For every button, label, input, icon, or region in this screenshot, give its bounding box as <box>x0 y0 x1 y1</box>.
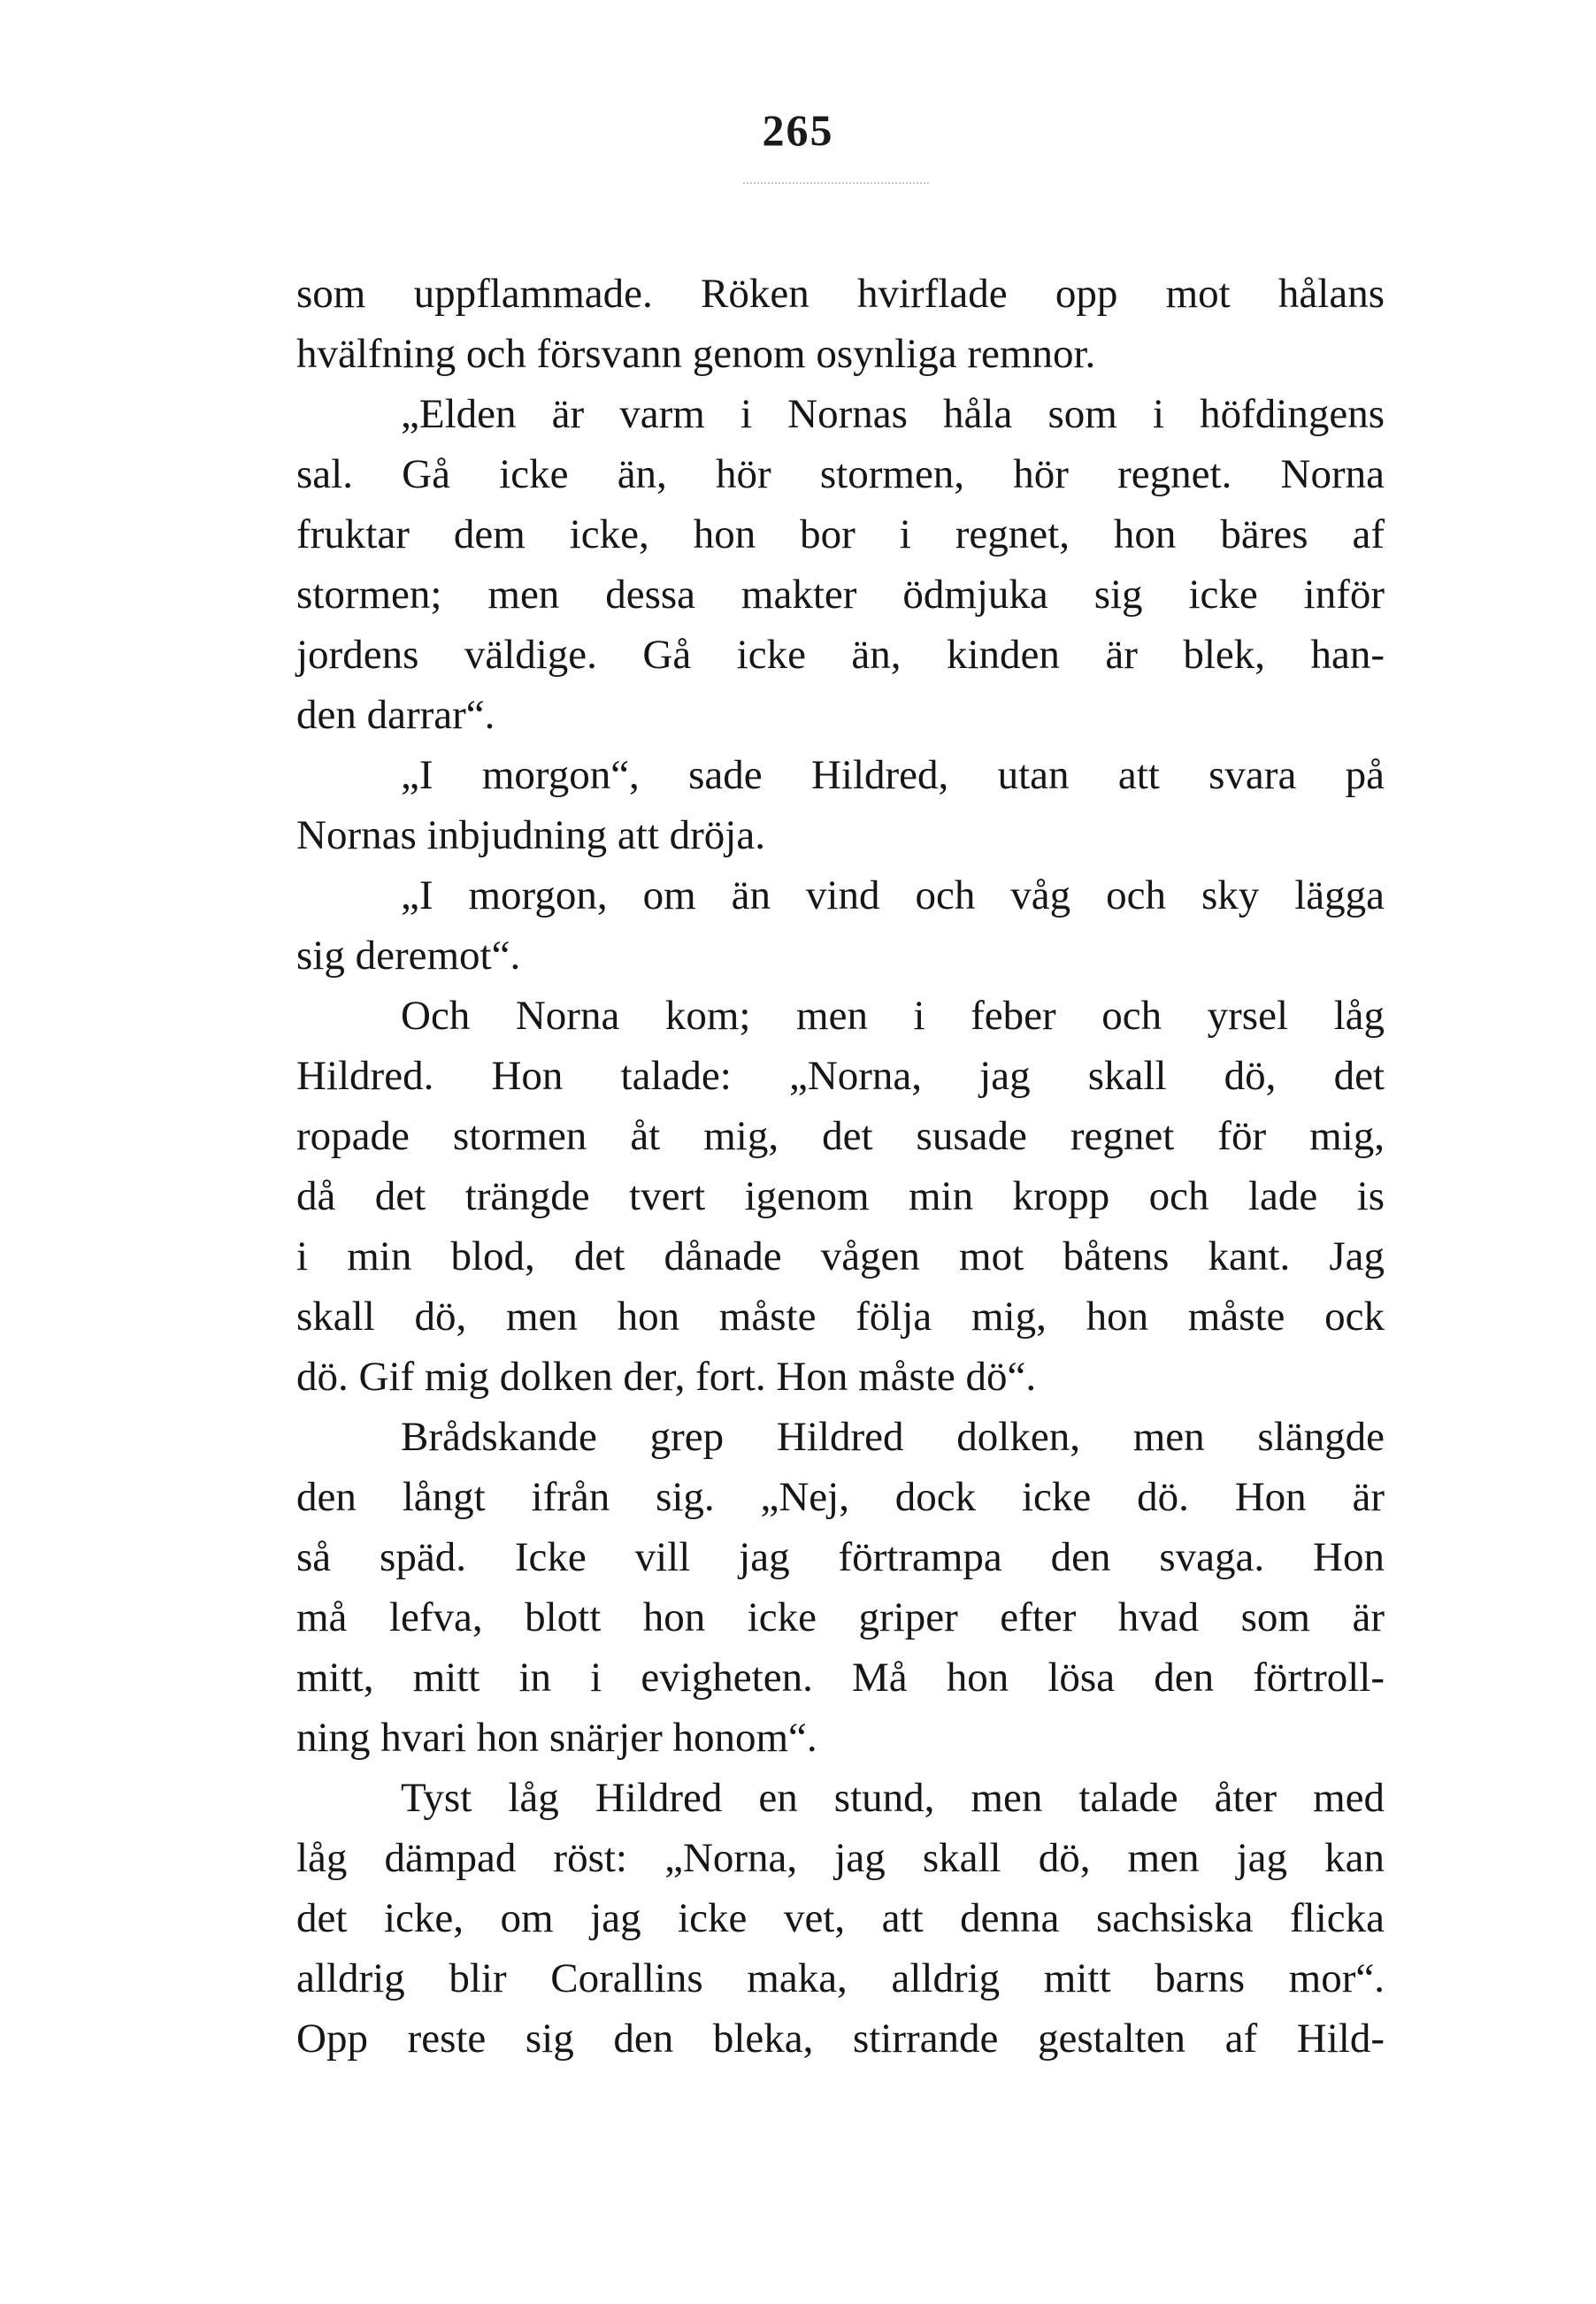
text-line: ning hvari hon snärjer honom“. <box>296 1715 817 1761</box>
text-line: Och Norna kom; men i feber och yrsel låg <box>401 993 1385 1039</box>
text-line: det icke, om jag icke vet, att denna sachsiska flicka <box>296 1895 1385 1941</box>
text-line: Tyst låg Hildred en stund, men talade åter med <box>401 1775 1385 1821</box>
text-line: alldrig blir Corallins maka, alldrig mitt barns mor“. <box>296 1955 1385 2001</box>
text-line: ropade stormen åt mig, det susade regnet för mig, <box>296 1113 1385 1159</box>
text-line: „I morgon“, sade Hildred, utan att svara på <box>401 752 1385 798</box>
body-text <box>296 264 1385 2069</box>
text-line: skall dö, men hon måste följa mig, hon måste ock <box>296 1294 1385 1340</box>
text-line: i min blod, det dånade vågen mot båtens kant. Jag <box>296 1233 1385 1279</box>
text-line: Opp reste sig den bleka, stirrande gestalten af Hild- <box>296 2016 1385 2062</box>
text-line: som uppflammade. Röken hvirflade opp mot hålans <box>296 271 1385 317</box>
text-line: „Elden är varm i Nornas håla som i höfdingens <box>401 391 1385 437</box>
text-line: den darrar“. <box>296 692 495 738</box>
text-line: sal. Gå icke än, hör stormen, hör regnet. Norna <box>296 451 1385 497</box>
text-line: stormen; men dessa makter ödmjuka sig icke inför <box>296 572 1385 618</box>
text-line: „I morgon, om än vind och våg och sky lägga <box>401 872 1385 918</box>
text-line: må lefva, blott hon icke griper efter hvad som är <box>296 1594 1385 1640</box>
text-line: Hildred. Hon talade: „Norna, jag skall dö, det <box>296 1053 1385 1099</box>
text-line: Nornas inbjudning att dröja. <box>296 812 765 858</box>
text-line: dö. Gif mig dolken der, fort. Hon måste dö“. <box>296 1354 1037 1400</box>
text-line: fruktar dem icke, hon bor i regnet, hon bäres af <box>296 511 1385 557</box>
text-line: hvälfning och försvann genom osynliga remnor. <box>296 331 1096 377</box>
text-line: mitt, mitt in i evigheten. Må hon lösa den förtroll- <box>296 1655 1385 1701</box>
text-line: Brådskande grep Hildred dolken, men slängde <box>401 1414 1385 1460</box>
text-line: den långt ifrån sig. „Nej, dock icke dö. Hon är <box>296 1474 1385 1520</box>
text-line: låg dämpad röst: „Norna, jag skall dö, men jag kan <box>296 1835 1385 1881</box>
text-line: så späd. Icke vill jag förtrampa den svaga. Hon <box>296 1534 1385 1580</box>
header-rule <box>743 182 929 184</box>
page-number: 265 <box>762 105 834 155</box>
text-line: sig deremot“. <box>296 933 521 979</box>
text-line: då det trängde tvert igenom min kropp och lade is <box>296 1173 1385 1219</box>
text-line: jordens väldige. Gå icke än, kinden är blek, han- <box>296 632 1385 678</box>
